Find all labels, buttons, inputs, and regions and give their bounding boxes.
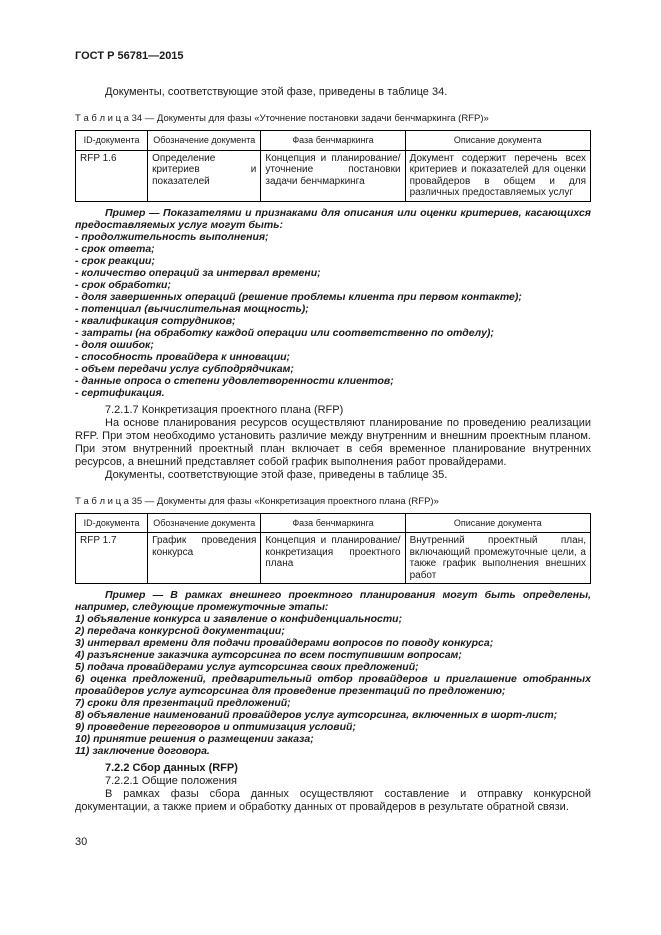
example-item: - данные опроса о степени удовлетворенности клиентов; xyxy=(75,374,394,387)
table34-header-designation: Обозначение документа xyxy=(148,131,261,151)
example-item: - объем передачи услуг субподрядчикам; xyxy=(75,362,294,375)
table35-header-description: Описание документа xyxy=(405,513,590,533)
example-item: 11) заключение договора. xyxy=(75,745,210,757)
example-item: 1) объявление конкурса и заявление о конфиденциальности; xyxy=(75,613,403,625)
table35-cell-id: RFP 1.7 xyxy=(76,533,148,584)
document-header: ГОСТ Р 56781—2015 xyxy=(75,50,184,62)
intro-paragraph-table34: Документы, соответствующие этой фазе, приведены в таблице 34. xyxy=(105,86,448,98)
section-heading-7-2-1-7: 7.2.1.7 Конкретизация проектного плана (RFP) xyxy=(105,403,344,416)
example34-intro: Пример — Показателями и признаками для описания или оценки критериев, касающихся предоставляемых услуг могут быть: xyxy=(75,206,591,231)
table34-cell-designation: Определение критериев и показателей xyxy=(148,150,261,201)
example-item: - срок реакции; xyxy=(75,254,155,267)
table34-cell-description: Документ содержит перечень всех критериев и показателей для оценки провайдеров в общем и для различных предоставляемых услуг xyxy=(405,150,590,201)
example35-intro: Пример — В рамках внешнего проектного планирования могут быть определены, например, следующие промежуточные этапы: xyxy=(75,589,591,613)
example-item: 6) оценка предложений, предварительный отбор провайдеров и приглашение отобранных провайдеров услуг аутсорсинга для проведение презентаций по предложению; xyxy=(75,673,591,697)
example-item: - затраты (на обработку каждой операции или соответственно по отделу); xyxy=(75,326,494,339)
table35-header-designation: Обозначение документа xyxy=(148,513,261,533)
table34-header-description: Описание документа xyxy=(405,131,590,151)
table-35 xyxy=(75,513,591,585)
section-7-2-1-7-body: На основе планирования ресурсов осуществляют планирование по проведению реализации RFP. При этом необходимо установить различие между внутренним и внешним проектным планом. При этом внутренний проектный план включает в себя временное планирование внутренних ресурсов, а внешний представляет собой график выполнения работ провайдерами. xyxy=(75,416,591,468)
table34-caption: Т а б л и ц а 34 — Документы для фазы «Уточнение постановки задачи бенчмаркинга (RFP)» xyxy=(75,113,489,124)
table35-header-id: ID-документа xyxy=(76,513,148,533)
example-item: - способность провайдера к инновации; xyxy=(75,350,291,363)
example-item: - срок ответа; xyxy=(75,242,155,255)
example-item: - сертификация. xyxy=(75,386,165,399)
table34-header-phase: Фаза бенчмаркинга xyxy=(261,131,405,151)
example-item: - квалификация сотрудников; xyxy=(75,314,236,327)
table35-header-phase: Фаза бенчмаркинга xyxy=(261,513,405,533)
table34-cell-id: RFP 1.6 xyxy=(76,150,148,201)
table35-header-row xyxy=(76,513,591,533)
section-heading-7-2-2-1: 7.2.2.1 Общие положения xyxy=(105,775,237,787)
table34-header-row xyxy=(76,131,591,151)
intro-paragraph-table35: Документы, соответствующие этой фазе, приведены в таблице 35. xyxy=(105,468,448,481)
page-number: 30 xyxy=(75,836,88,848)
example-item: 3) интервал времени для подачи провайдерами вопросов по поводу конкурса; xyxy=(75,637,494,649)
table35-cell-designation: График проведения конкурса xyxy=(148,533,261,584)
table-34 xyxy=(75,130,591,202)
table-row xyxy=(76,533,591,584)
section-7-2-2-body: В рамках фазы сбора данных осуществляют составление и отправку конкурсной документации, а также прием и обработку данных от провайдеров в результате обратной связи. xyxy=(75,788,591,813)
example-item: 9) проведение переговоров и оптимизация условий; xyxy=(75,721,356,733)
table35-caption: Т а б л и ц а 35 — Документы для фазы «Конкретизация проектного плана (RFP)» xyxy=(75,495,439,507)
table35-cell-description: Внутренний проектный план, включающий промежуточные цели, а также график выполнения внешних работ xyxy=(405,533,590,584)
table-row xyxy=(76,150,591,201)
example-item: 4) разъяснение заказчика аутсорсинга по всем поступившим вопросам; xyxy=(75,649,462,661)
table35-cell-phase: Концепция и планирование/конкретизация проектного плана xyxy=(261,533,405,584)
example-item: - срок обработки; xyxy=(75,278,171,291)
table34-header-id: ID-документа xyxy=(76,131,148,151)
example-item: 2) передача конкурсной документации; xyxy=(75,625,285,637)
example-block-35 xyxy=(75,589,591,757)
example-item: - потенциал (вычислительная мощность); xyxy=(75,302,309,315)
example-item: - доля ошибок; xyxy=(75,338,154,351)
example-item: 8) объявление наименований провайдеров услуг аутсорсинга, включенных в шорт-лист; xyxy=(75,709,558,721)
example-item: - количество операций за интервал времени; xyxy=(75,266,321,279)
example-item: - доля завершенных операций (решение проблемы клиента при первом контакте); xyxy=(75,290,522,303)
table34-cell-phase: Концепция и планирование/ уточнение постановки задачи бенчмаркинга xyxy=(261,150,405,201)
example-item: 5) подача провайдерами услуг аутсорсинга своих предложений; xyxy=(75,661,419,673)
section-heading-7-2-2: 7.2.2 Сбор данных (RFP) xyxy=(105,762,238,774)
example-item: - продолжительность выполнения; xyxy=(75,230,269,243)
example-block-34 xyxy=(75,207,591,399)
example-item: 10) принятие решения о размещении заказа; xyxy=(75,733,314,745)
example-item: 7) сроки для презентаций предложений; xyxy=(75,697,291,709)
